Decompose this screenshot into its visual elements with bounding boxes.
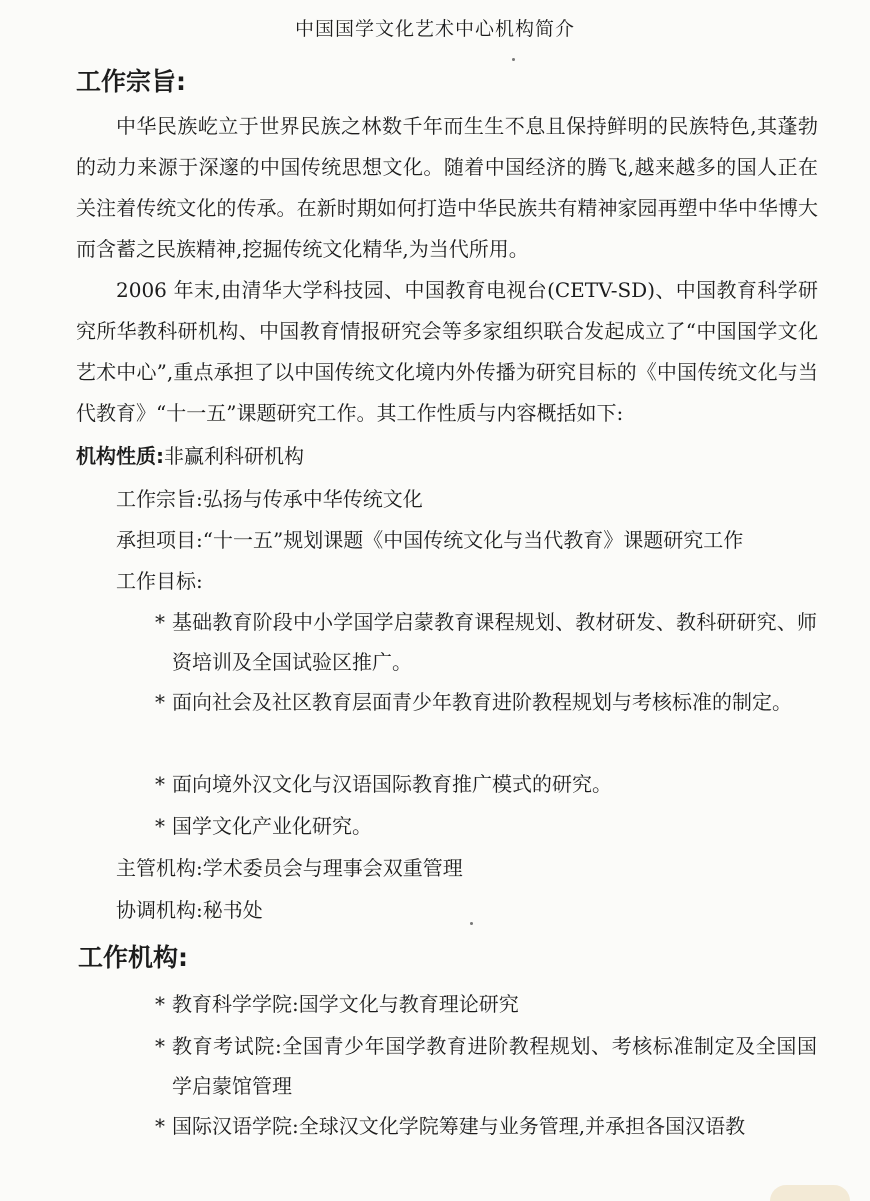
scan-speck [470, 922, 473, 925]
purpose-value: 弘扬与传承中华传统文化 [202, 487, 423, 511]
history-paragraph: 2006 年末,由清华大学科技园、中国教育电视台(CETV-SD)、中国教育科学研究所华教科研机构、中国教育情报研究会等多家组织联合发起成立了“中国国学文化艺术中心”,重点承担了以中国传统文化境内外传播为研究目标的《中国传统文化与当代教育》“十一五”课题研究工作。其工作性质与内容概括如下: [76, 278, 818, 425]
goal-text: 面向境外汉文化与汉语国际教育推广模式的研究。 [172, 772, 612, 796]
bullet-star: * [155, 772, 165, 796]
goal-text: 基础教育阶段中小学国学启蒙教育课程规划、教材研发、教科研研究、师资培训及全国试验区推广。 [172, 610, 817, 674]
project-value: “十一五”规划课题《中国传统文化与当代教育》课题研究工作 [202, 528, 744, 552]
nature-value: 非赢利科研机构 [164, 444, 304, 468]
bullet-star: * [155, 814, 165, 838]
goal-text: 面向社会及社区教育层面青少年教育进阶教程规划与考核标准的制定。 [172, 690, 792, 714]
project-label: 承担项目: [116, 528, 203, 552]
goal-item [155, 806, 817, 846]
document-title: 中国国学文化艺术中心机构简介 [294, 18, 575, 40]
project-row [116, 524, 743, 553]
heading-work-org: 工作机构: [78, 943, 188, 972]
goal-item [155, 602, 817, 682]
goal-item [155, 764, 817, 804]
bullet-star: * [155, 610, 165, 634]
goal-item [155, 682, 817, 722]
governing-value: 学术委员会与理事会双重管理 [202, 856, 463, 880]
bullet-star: * [155, 690, 165, 714]
institution-text: 教育考试院:全国青少年国学教育进阶教程规划、考核标准制定及全国国学启蒙馆管理 [172, 1034, 817, 1098]
nature-label: 机构性质: [76, 444, 164, 468]
coordinating-value: 秘书处 [202, 898, 263, 922]
bullet-star: * [155, 1034, 165, 1058]
institution-item [155, 984, 817, 1024]
purpose-row [116, 483, 423, 512]
nature-row [76, 440, 304, 469]
institution-item [155, 1106, 817, 1146]
institution-item [155, 1026, 817, 1106]
bullet-star: * [155, 1114, 165, 1138]
heading-work-purpose: 工作宗旨: [76, 67, 186, 96]
paper-stain [770, 1185, 850, 1201]
scan-speck [512, 58, 515, 61]
bullet-star: * [155, 992, 165, 1016]
coordinating-row [116, 894, 263, 923]
institution-text: 教育科学学院:国学文化与教育理论研究 [172, 992, 519, 1016]
goal-text: 国学文化产业化研究。 [172, 814, 372, 838]
institution-text: 国际汉语学院:全球汉文化学院筹建与业务管理,并承担各国汉语教 [172, 1114, 746, 1138]
goals-label: 工作目标: [116, 569, 203, 593]
purpose-label: 工作宗旨: [116, 487, 203, 511]
governing-label: 主管机构: [116, 856, 203, 880]
coordinating-label: 协调机构: [116, 898, 203, 922]
governing-row [116, 852, 463, 881]
intro-paragraph: 中华民族屹立于世界民族之林数千年而生生不息且保持鲜明的民族特色,其蓬勃的动力来源于深邃的中国传统思想文化。随着中国经济的腾飞,越来越多的国人正在关注着传统文化的传承。在新时期如何打造中华民族共有精神家园再塑中华中华博大而含蓄之民族精神,挖掘传统文化精华,为当代所用。 [76, 114, 818, 261]
